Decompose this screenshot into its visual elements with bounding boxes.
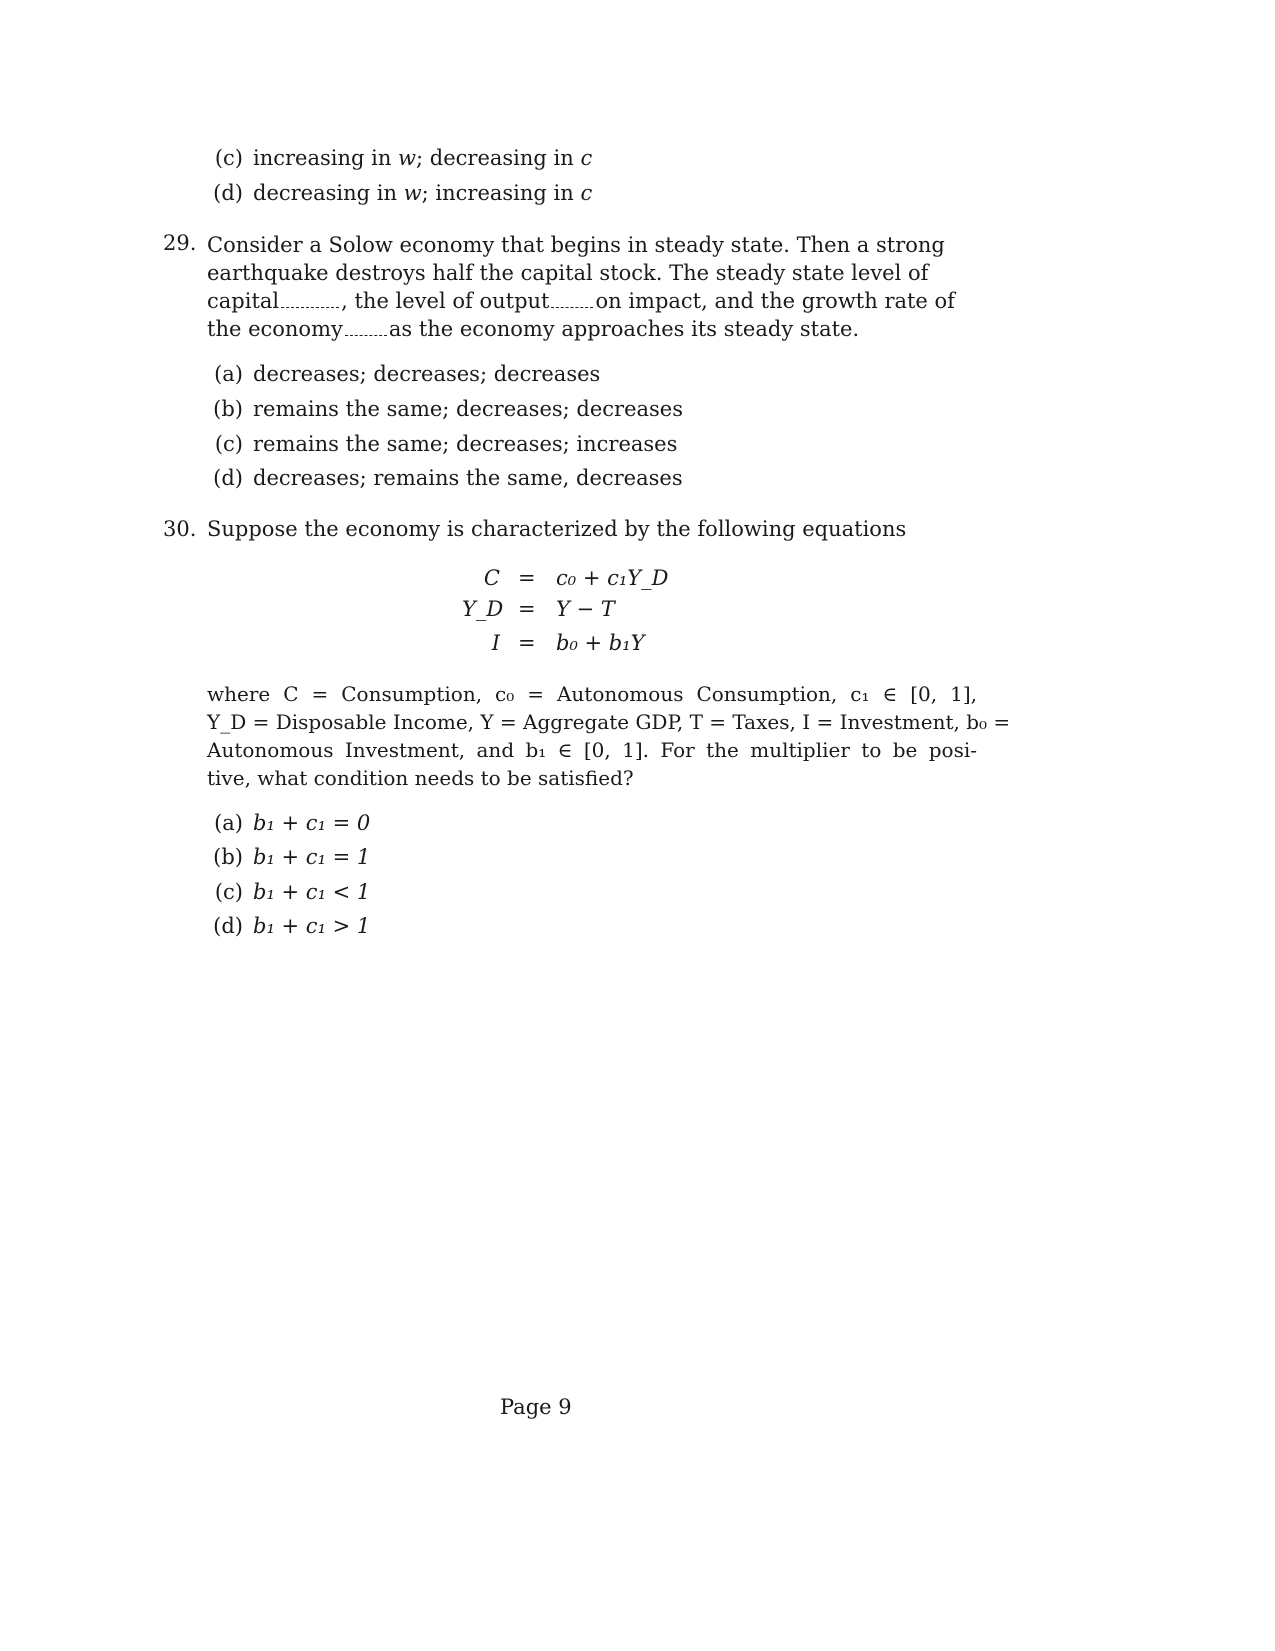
q29-option-d: (d) decreases; remains the same, decreases bbox=[213, 466, 683, 490]
question-30-definitions bbox=[207, 680, 1011, 792]
option-label: (c) bbox=[214, 146, 243, 170]
q30-option-b: (b) b₁ + c₁ = 1 bbox=[213, 845, 371, 869]
equation-2-sign: = bbox=[518, 597, 536, 621]
equation-2-rhs: Y − T bbox=[556, 597, 615, 621]
question-30-intro: Suppose the economy is characterized by the following equations bbox=[207, 517, 907, 541]
page-number: Page 9 bbox=[500, 1395, 572, 1419]
option-text: decreasing in w; increasing in c bbox=[253, 181, 593, 205]
q30-where-line-2: Y_D = Disposable Income, Y = Aggregate GDP, T = Taxes, I = Investment, b₀ = bbox=[207, 710, 1011, 734]
answer-blank bbox=[551, 293, 593, 308]
q30-where-line-3: Autonomous Investment, and b₁ ∈ [0, 1]. For the multiplier to be posi- bbox=[207, 738, 977, 762]
equation-1-rhs: c₀ + c₁Y_D bbox=[556, 566, 669, 590]
equation-3-lhs: I bbox=[491, 631, 500, 655]
q29-line-4: the economy as the economy approaches its steady state. bbox=[207, 317, 860, 341]
question-29-text bbox=[207, 231, 955, 343]
q30-where-line-1: where C = Consumption, c₀ = Autonomous Consumption, c₁ ∈ [0, 1], bbox=[207, 682, 977, 706]
option-text: increasing in w; decreasing in c bbox=[253, 146, 593, 170]
q29-option-b: (b) remains the same; decreases; decreases bbox=[213, 397, 683, 421]
option-label: (d) bbox=[213, 181, 243, 205]
equation-3-sign: = bbox=[518, 631, 536, 655]
answer-blank bbox=[281, 293, 339, 308]
q29-line-3: capital , the level of output on impact, and the growth rate of bbox=[207, 289, 955, 313]
q29-option-c: (c) remains the same; decreases; increases bbox=[214, 432, 678, 456]
q30-option-a: (a) b₁ + c₁ = 0 bbox=[214, 811, 371, 835]
q30-option-c: (c) b₁ + c₁ < 1 bbox=[214, 880, 371, 904]
answer-blank bbox=[345, 321, 387, 336]
prev-option-d bbox=[205, 181, 592, 205]
equation-1-sign: = bbox=[518, 566, 536, 590]
prev-option-c bbox=[205, 146, 592, 170]
q30-option-d: (d) b₁ + c₁ > 1 bbox=[213, 914, 371, 938]
equation-1-lhs: C bbox=[483, 566, 500, 590]
equation-2-lhs: Y_D bbox=[462, 597, 504, 621]
question-30-number: 30. bbox=[163, 517, 197, 541]
equation-3-rhs: b₀ + b₁Y bbox=[556, 631, 645, 655]
q30-where-line-4: tive, what condition needs to be satisfied? bbox=[207, 766, 634, 790]
q29-option-a: (a) decreases; decreases; decreases bbox=[214, 362, 601, 386]
q29-line-2: earthquake destroys half the capital stock. The steady state level of bbox=[207, 261, 929, 285]
q29-line-1: Consider a Solow economy that begins in steady state. Then a strong bbox=[207, 233, 945, 257]
question-29-number: 29. bbox=[163, 231, 197, 255]
